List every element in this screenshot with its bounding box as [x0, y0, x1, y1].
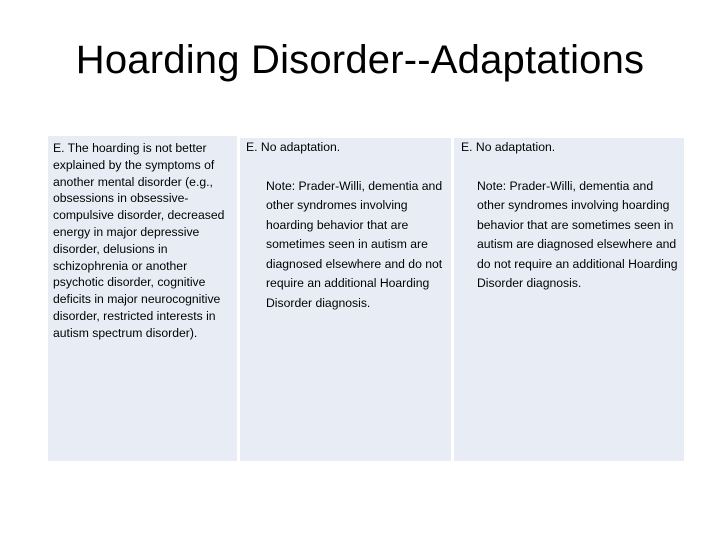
- adaptation-heading-2: E. No adaptation.: [461, 140, 556, 154]
- adaptation-content-1: [246, 139, 447, 313]
- adaptation-content-2: [461, 139, 680, 294]
- adaptation-note-2: Note: Prader-Willi, dementia and other syndromes involving hoarding behavior that are sometimes seen in autism are diagnosed elsewhere and do not require an additional Hoarding Disorder diagnosis.: [477, 178, 678, 291]
- adaptation-heading-1: E. No adaptation.: [246, 140, 341, 154]
- comparison-table: [48, 136, 684, 461]
- adaptation-cell-1: [240, 136, 451, 461]
- criterion-text: E. The hoarding is not better explained by the symptoms of another mental disorder (e.g., obsessions in obsessive-compulsive disorder, decreased energy in major depressive disorder, delusions in schizophrenia or another psychotic disorder, cognitive deficits in major neurocognitive disorder, restricted interests in autism spectrum disorder).: [53, 141, 225, 340]
- criterion-cell: [48, 136, 237, 461]
- slide-title: Hoarding Disorder--Adaptations: [75, 38, 645, 82]
- adaptation-cell-2: [454, 136, 684, 461]
- adaptation-note-1: Note: Prader-Willi, dementia and other syndromes involving hoarding behavior that are sometimes seen in autism are diagnosed elsewhere and do not require an additional Hoarding Disorder diagnosis.: [266, 178, 443, 310]
